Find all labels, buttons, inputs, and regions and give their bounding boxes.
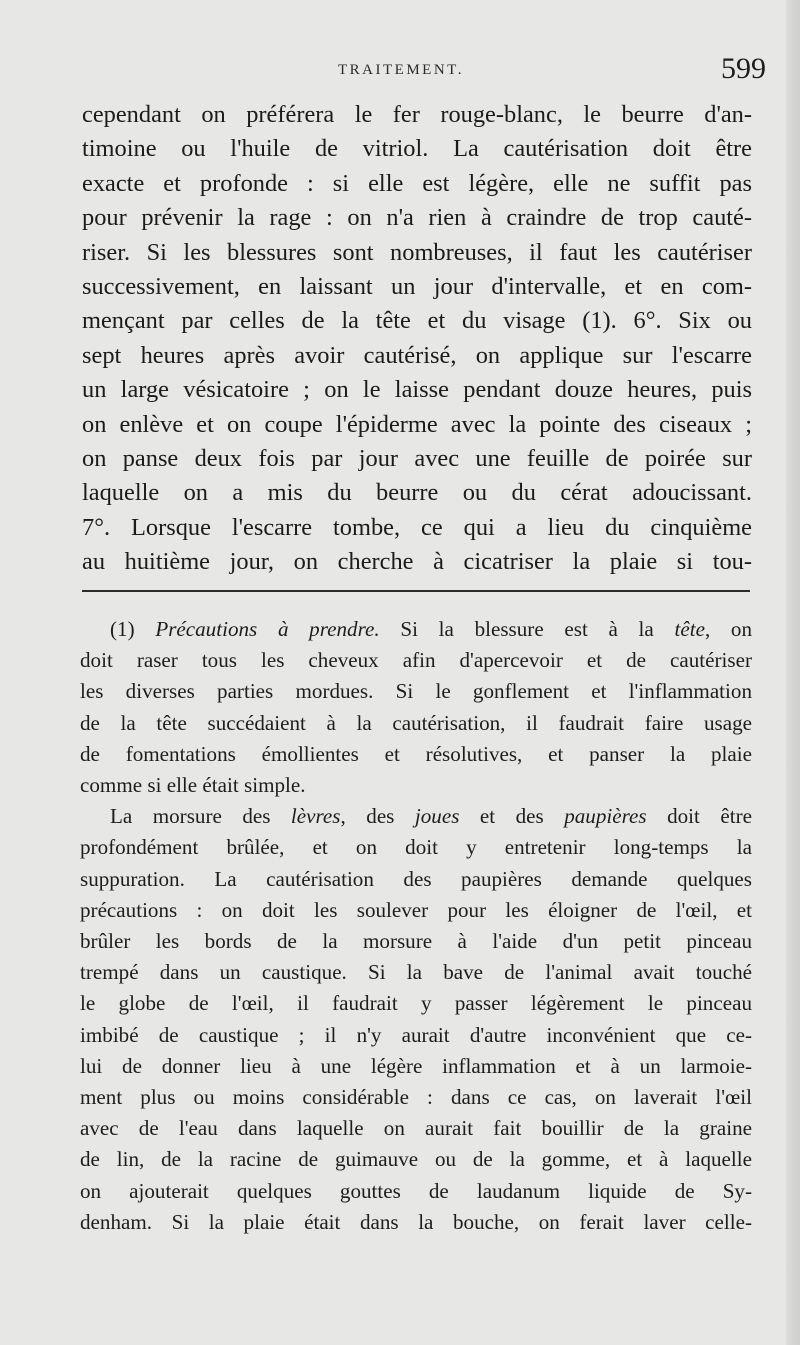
footnote-italic-word: lèvres — [290, 804, 341, 829]
body-line: un large vésicatoire ; on le laisse pendant douze heures, puis — [82, 376, 752, 404]
footnote — [80, 614, 752, 1238]
running-title: TRAITEMENT. — [338, 62, 464, 78]
footnote-italic-word: tête — [674, 617, 705, 641]
body-line: riser. Si les blessures sont nombreuses, il faut les cautériser — [82, 238, 752, 266]
footnote-marker: (1) — [110, 617, 135, 641]
footnote-line: suppuration. La cautérisation des paupières demande quelques — [80, 866, 752, 891]
footnote-separator-rule — [82, 590, 750, 592]
footnote-line: de lin, de la racine de guimauve ou de la gomme, et à laquelle — [80, 1147, 752, 1172]
footnote-line: avec de l'eau dans laquelle on aurait fait bouillir de la graine — [80, 1116, 752, 1141]
footnote-text: doit être — [646, 804, 752, 829]
footnote-line: les diverses parties mordues. Si le gonflement et l'inflammation — [80, 679, 752, 704]
footnote-line: précautions : on doit les soulever pour les éloigner de l'œil, et — [80, 897, 752, 922]
body-line: on panse deux fois par jour avec une feuille de poirée sur — [82, 445, 752, 473]
footnote-line: denham. Si la plaie était dans la bouche, on ferait laver celle- — [80, 1209, 752, 1234]
body-line: laquelle on a mis du beurre ou du cérat adoucissant. — [82, 479, 752, 507]
main-body-text — [82, 98, 752, 580]
body-line: pour prévenir la rage : on n'a rien à craindre de trop cauté- — [82, 204, 752, 232]
footnote-line: de fomentations émollientes et résolutives, et panser la plaie — [80, 741, 752, 766]
footnote-line: de la tête succédaient à la cautérisation, il faudrait faire usage — [80, 710, 752, 735]
footnote-heading: Précautions à prendre. — [155, 617, 380, 641]
footnote-text: , on — [704, 617, 752, 641]
footnote-first-line — [80, 614, 752, 645]
body-line: successivement, en laissant un jour d'intervalle, et en com- — [82, 273, 752, 301]
body-line: on enlève et on coupe l'épiderme avec la pointe des ciseaux ; — [82, 410, 752, 438]
page-number: 599 — [721, 52, 766, 85]
footnote-text: La morsure des — [110, 804, 291, 829]
footnote-italic-word: paupières — [564, 804, 647, 829]
footnote-line: imbibé de caustique ; il n'y aurait d'autre inconvénient que ce- — [80, 1022, 752, 1047]
body-line: exacte et profonde : si elle est légère, elle ne suffit pas — [82, 169, 752, 197]
footnote-line: brûler les bords de la morsure à l'aide d'un petit pinceau — [80, 929, 752, 954]
footnote-text: Si la blessure est à la — [379, 617, 675, 641]
body-line: au huitième jour, on cherche à cicatriser la plaie si tou- — [82, 548, 752, 576]
footnote-line: lui de donner lieu à une légère inflammation et à un larmoie- — [80, 1053, 752, 1078]
footnote-line: profondément brûlée, et on doit y entretenir long-temps la — [80, 835, 752, 860]
footnote-italic-word: joues — [414, 804, 460, 829]
footnote-line: ment plus ou moins considérable : dans ce cas, on laverait l'œil — [80, 1085, 752, 1110]
footnote-text: et des — [459, 804, 565, 829]
body-line: mençant par celles de la tête et du visage (1). 6°. Six ou — [82, 307, 752, 335]
footnote-line: trempé dans un caustique. Si la bave de l'animal avait touché — [80, 960, 752, 985]
footnote-line: le globe de l'œil, il faudrait y passer légèrement le pinceau — [80, 991, 752, 1016]
footnote-line: doit raser tous les cheveux afin d'apercevoir et de cautériser — [80, 648, 752, 673]
body-line: 7°. Lorsque l'escarre tombe, ce qui a lieu du cinquième — [82, 513, 752, 541]
body-line: cependant on préférera le fer rouge-blanc, le beurre d'an- — [82, 101, 752, 128]
page-edge — [786, 0, 800, 1345]
footnote-text: , des — [340, 804, 415, 829]
footnote-line: on ajouterait quelques gouttes de laudanum liquide de Sy- — [80, 1178, 752, 1203]
footnote-line: comme si elle était simple. — [80, 773, 306, 798]
footnote-para2-first-line — [80, 801, 752, 832]
page-header — [80, 52, 766, 98]
body-line: timoine ou l'huile de vitriol. La cautérisation doit être — [82, 135, 752, 163]
body-line: sept heures après avoir cautérisé, on applique sur l'escarre — [82, 341, 752, 369]
